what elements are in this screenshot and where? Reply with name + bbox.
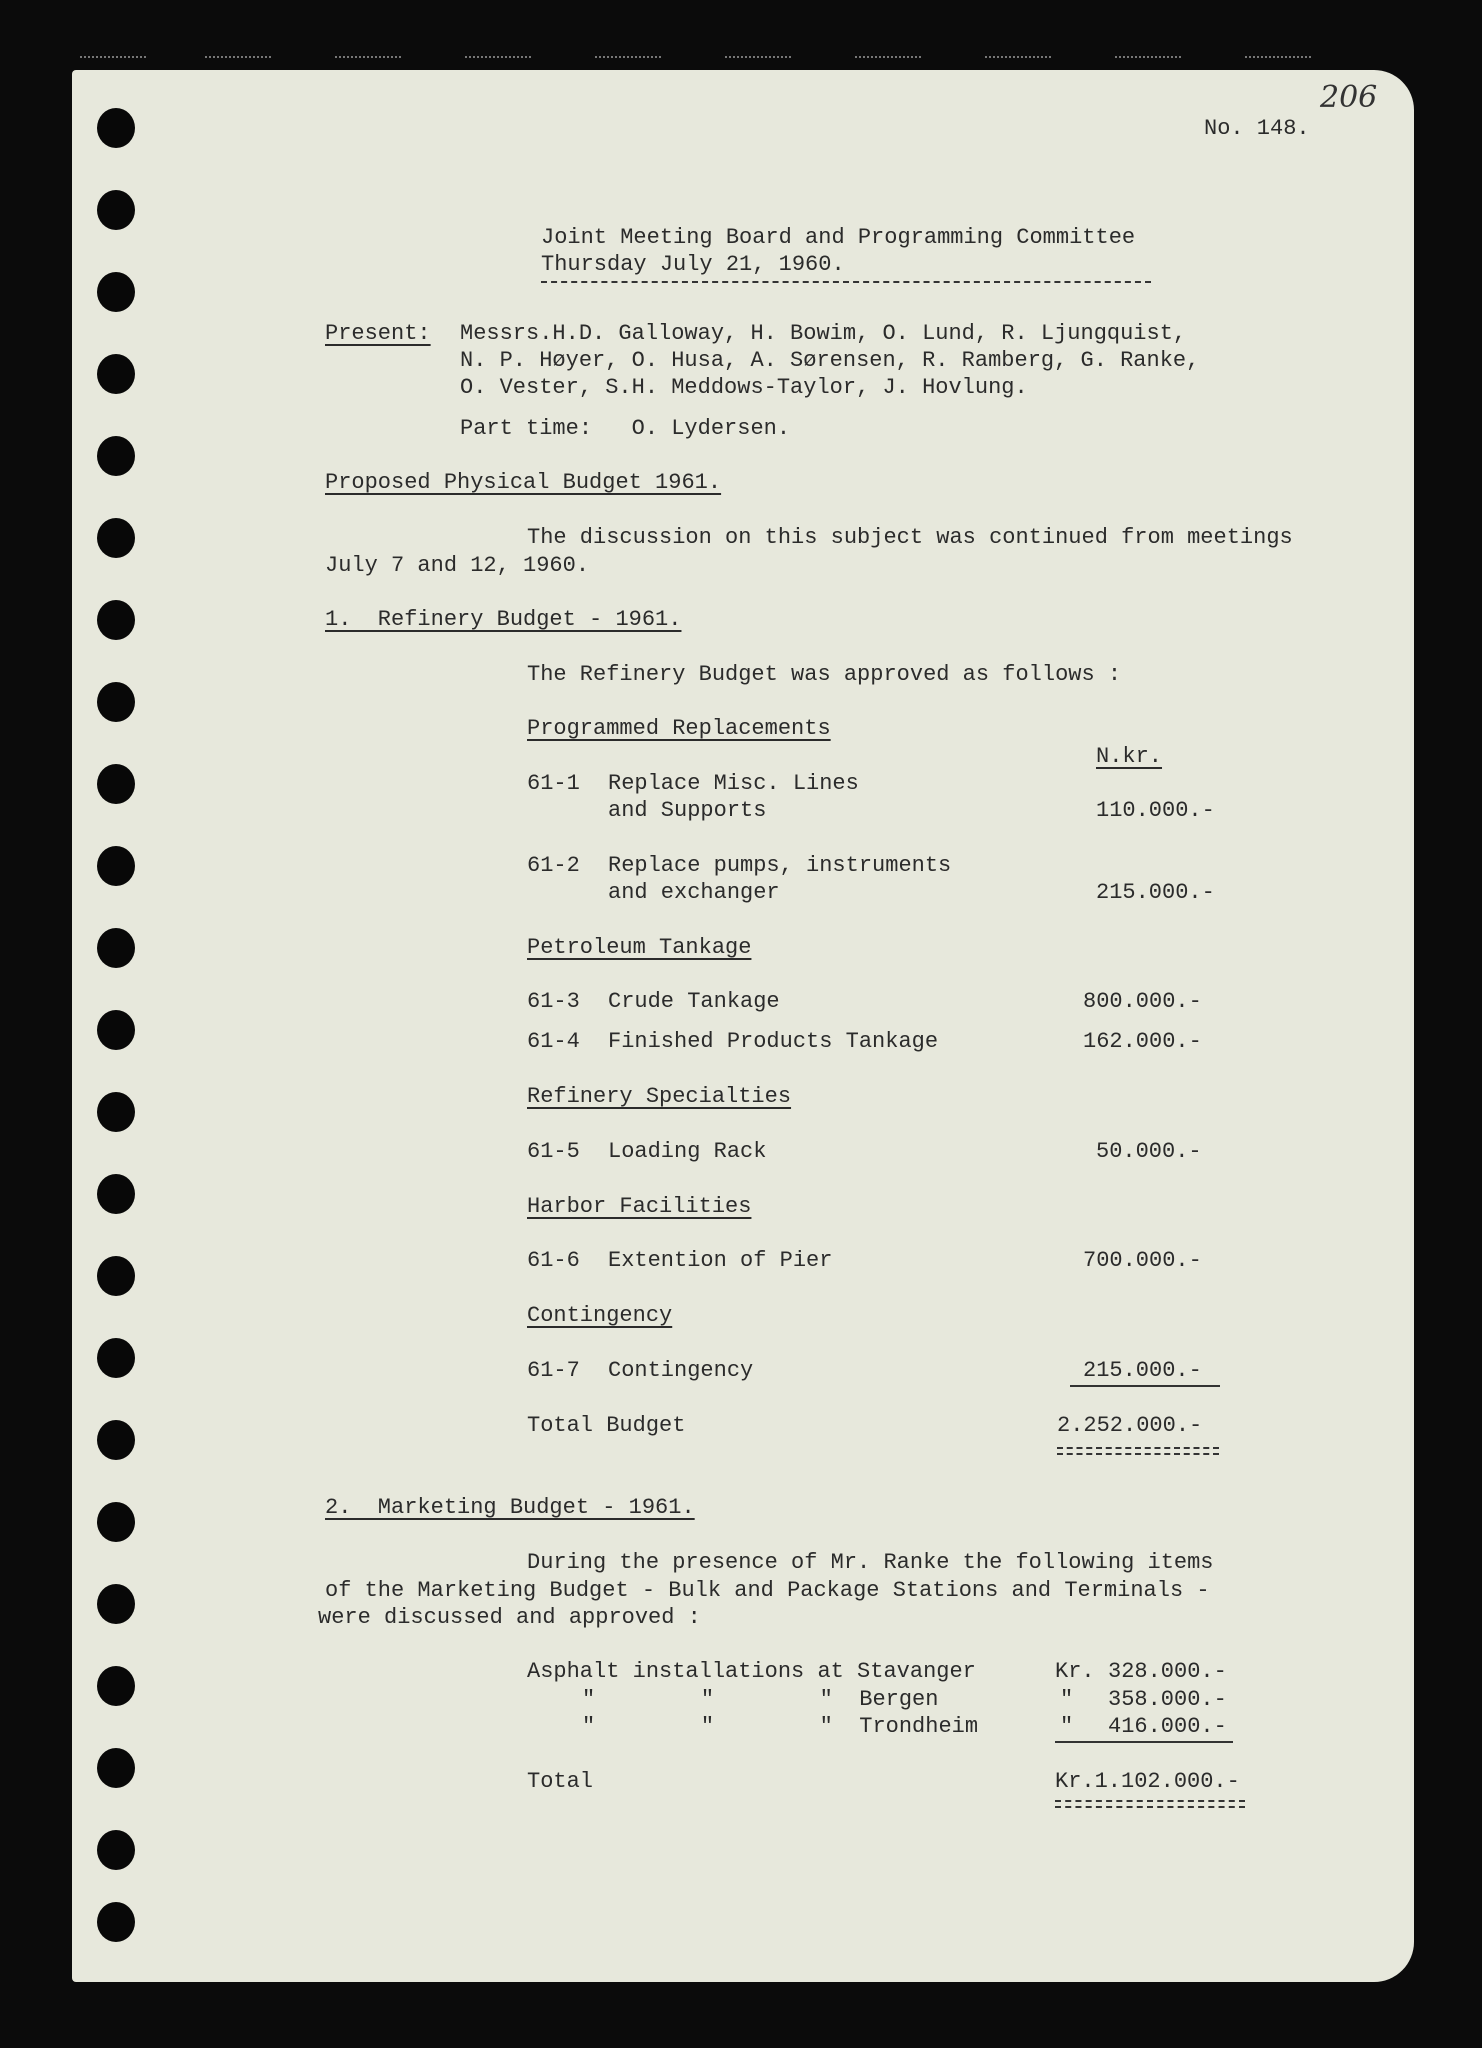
edge-mark — [335, 56, 401, 61]
binder-hole — [97, 1902, 135, 1942]
binder-hole — [97, 1256, 135, 1296]
item-desc: Crude Tankage — [608, 989, 780, 1014]
edge-mark — [985, 56, 1051, 61]
marketing-row-desc: " " " Trondheim — [582, 1714, 979, 1739]
binder-hole — [97, 354, 135, 394]
item-amount: 215.000.- — [1083, 1358, 1202, 1383]
edge-mark — [725, 56, 791, 61]
group-heading: Refinery Specialties — [527, 1084, 792, 1109]
binder-hole — [97, 1830, 135, 1870]
subtotal-rule — [1070, 1385, 1220, 1387]
binder-hole — [97, 272, 135, 312]
binder-hole — [97, 1420, 135, 1460]
currency-header: N.kr. — [1096, 744, 1163, 769]
present-line: N. P. Høyer, O. Husa, A. Sørensen, R. Ramberg, G. Ranke, — [460, 348, 1200, 373]
item-code: 61-1 — [527, 771, 580, 796]
item-desc: Finished Products Tankage — [608, 1029, 939, 1054]
marketing-total-amount: Kr.1.102.000.- — [1055, 1769, 1240, 1794]
binder-hole — [97, 1584, 135, 1624]
binder-hole — [97, 436, 135, 476]
edge-mark — [80, 56, 146, 61]
item-desc: Replace Misc. Lines — [608, 771, 859, 796]
item-amount: 700.000.- — [1083, 1248, 1202, 1273]
marketing-row-cur: Kr. — [1055, 1659, 1095, 1684]
heading-underline — [541, 281, 1151, 283]
marketing-row-cur: " — [1060, 1687, 1074, 1712]
item-code: 61-6 — [527, 1248, 580, 1273]
item-amount: 110.000.- — [1096, 798, 1215, 823]
marketing-title: 2. Marketing Budget - 1961. — [325, 1495, 695, 1520]
marketing-row-amount: 416.000.- — [1108, 1714, 1227, 1739]
marketing-row-desc: Asphalt installations at Stavanger — [527, 1659, 976, 1684]
binder-hole — [97, 1666, 135, 1706]
part-time: Part time: O. Lydersen. — [460, 416, 791, 441]
marketing-total-label: Total — [527, 1769, 594, 1794]
binder-hole — [97, 108, 135, 148]
binder-hole — [97, 1502, 135, 1542]
item-amount: 215.000.- — [1096, 880, 1215, 905]
binder-hole — [97, 518, 135, 558]
marketing-para: of the Marketing Budget - Bulk and Package Stations and Terminals - — [325, 1578, 1210, 1603]
total-double-rule — [1057, 1447, 1219, 1455]
intro-line: July 7 and 12, 1960. — [325, 553, 590, 578]
item-code: 61-3 — [527, 989, 580, 1014]
item-desc: Replace pumps, instruments — [608, 853, 952, 878]
group-heading: Harbor Facilities — [527, 1194, 752, 1219]
marketing-row-amount: 328.000.- — [1108, 1659, 1227, 1684]
marketing-para: were discussed and approved : — [318, 1605, 701, 1630]
subtotal-rule — [1055, 1741, 1233, 1743]
total-amount: 2.252.000.- — [1057, 1413, 1203, 1438]
edge-mark — [1245, 56, 1311, 61]
document-number: No. 148. — [1204, 116, 1310, 141]
meeting-title: Joint Meeting Board and Programming Committee — [541, 225, 1136, 250]
present-label: Present: — [325, 321, 431, 346]
binder-hole — [97, 1092, 135, 1132]
marketing-row-cur: " — [1060, 1714, 1074, 1739]
item-desc: and Supports — [608, 798, 767, 823]
group-heading: Contingency — [527, 1303, 673, 1328]
section-title: Proposed Physical Budget 1961. — [325, 470, 722, 495]
item-code: 61-7 — [527, 1358, 580, 1383]
present-line: O. Vester, S.H. Meddows-Taylor, J. Hovlung. — [460, 375, 1028, 400]
item-amount: 162.000.- — [1083, 1029, 1202, 1054]
binder-hole — [97, 1174, 135, 1214]
meeting-date: Thursday July 21, 1960. — [541, 252, 845, 277]
item-code: 61-4 — [527, 1029, 580, 1054]
item-desc: Loading Rack — [608, 1139, 767, 1164]
binder-hole — [97, 1748, 135, 1788]
edge-mark — [1115, 56, 1181, 61]
item-amount: 50.000.- — [1096, 1139, 1202, 1164]
binder-hole — [97, 600, 135, 640]
item-desc: Contingency — [608, 1358, 754, 1383]
intro-line: The discussion on this subject was continued from meetings — [527, 525, 1293, 550]
item-code: 61-5 — [527, 1139, 580, 1164]
binder-hole — [97, 846, 135, 886]
binder-hole — [97, 1010, 135, 1050]
marketing-row-amount: 358.000.- — [1108, 1687, 1227, 1712]
total-label: Total Budget — [527, 1413, 686, 1438]
binder-hole — [97, 1338, 135, 1378]
item-desc: and exchanger — [608, 880, 780, 905]
edge-mark — [205, 56, 271, 61]
item-desc: Extention of Pier — [608, 1248, 833, 1273]
refinery-title: 1. Refinery Budget - 1961. — [325, 607, 682, 632]
marketing-para: During the presence of Mr. Ranke the following items — [527, 1550, 1214, 1575]
edge-mark — [855, 56, 921, 61]
marketing-row-desc: " " " Bergen — [582, 1687, 939, 1712]
item-amount: 800.000.- — [1083, 989, 1202, 1014]
binder-hole — [97, 764, 135, 804]
total-double-rule — [1055, 1800, 1245, 1808]
group-heading: Petroleum Tankage — [527, 935, 752, 960]
binder-hole — [97, 682, 135, 722]
binder-hole — [97, 928, 135, 968]
refinery-approved: The Refinery Budget was approved as follows : — [527, 662, 1122, 687]
edge-mark — [465, 56, 531, 61]
edge-mark — [595, 56, 661, 61]
handwritten-page-number: 206 — [1320, 80, 1378, 115]
binder-hole — [97, 190, 135, 230]
item-code: 61-2 — [527, 853, 580, 878]
present-line: Messrs.H.D. Galloway, H. Bowim, O. Lund, R. Ljungquist, — [460, 321, 1187, 346]
group-heading: Programmed Replacements — [527, 716, 831, 741]
